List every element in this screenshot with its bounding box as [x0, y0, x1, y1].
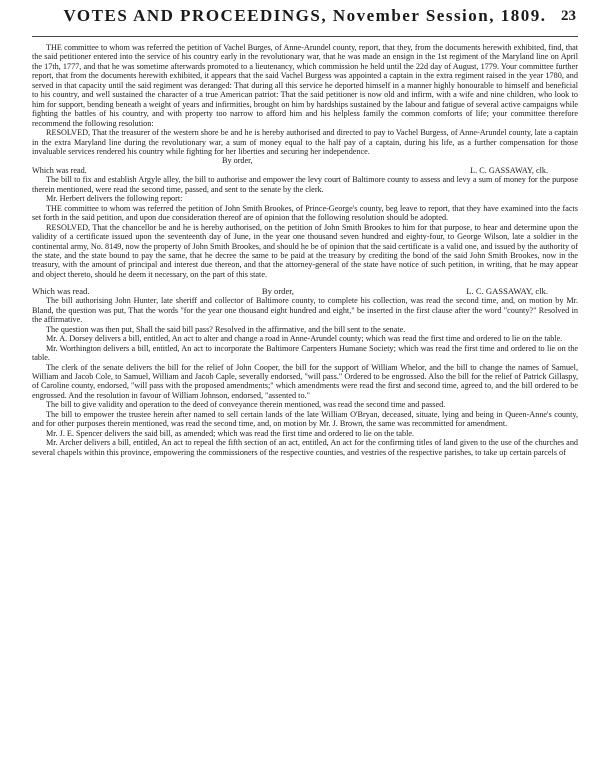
clerk-signature: L. C. GASSAWAY, clk.: [470, 165, 548, 175]
by-order-label: By order,: [222, 156, 253, 166]
spacer: [32, 279, 578, 286]
page-number: 23: [561, 8, 576, 24]
body-text-3: [32, 296, 578, 457]
spencer-amended-bill: Mr. J. E. Spencer delivers the said bill, as amended; which was read the first time and ordered to lie on the table.: [46, 428, 415, 438]
dorsey-road-bill: Mr. A. Dorsey delivers a bill, entitled, An act to alter and change a road in Anne-Arundel county; which was read the first time and ordered to lie on the table.: [46, 334, 563, 344]
body-text-2: [32, 175, 578, 279]
argyle-alley-bill: The bill to fix and establish Argyle alley, the bill to authorise and empower the levy court of Baltimore county to assess and levy a sum of money for the purpose therein mentioned, were read the second time, passed, and sent to the senate by the clerk.: [32, 175, 578, 194]
clerk-signature-2: L. C. GASSAWAY, clk.: [466, 286, 548, 297]
by-order-label-2: By order,: [261, 286, 294, 297]
deed-validity-bill: The bill to give validity and operation to the deed of conveyance therein mentioned, was read the second time and passed.: [46, 400, 446, 410]
which-was-read-2: Which was read.: [32, 286, 90, 297]
signature-block-1b: [32, 166, 578, 175]
hunter-bill-passed: The question was then put, Shall the said bill pass? Resolved in the affirmative, and the bill sent to the senate.: [46, 324, 406, 334]
obryan-lands-bill: The bill to empower the trustee herein after named to sell certain lands of the late William O'Bryan, deceased, situate, lying and being in Queen-Anne's county, and for other purposes therein mentioned, was read the second time, and, on motion by Mr. J. Brown, the same was recommitted for amendment.: [32, 409, 578, 429]
hunter-bill: The bill authorising John Hunter, late sheriff and collector of Baltimore county, to complete his collection, was read the second time, and, on motion by Mr. Bland, the question was put, That the words "for the year one thousand eight hundred and eight," be inserted in the first clause after the word "county?" Resolved in the affirmative.: [32, 296, 578, 325]
resolution-burges: RESOLVED, That the treasurer of the western shore be and he is hereby authorised and directed to pay to Vachel Burgess, of Anne-Arundel county, late a captain in the extra Maryland line during the revolutionary war, a sum of money equal to the half pay of a captain, during his life, as a further compensation for those invaluable services rendered his country while fighting for her liberties and securing her independence.: [32, 128, 578, 156]
senate-clerk-bills: The clerk of the senate delivers the bill for the relief of John Cooper, the bill for the support of William Whelor, and the bill to change the names of Samuel, William and Jacob Cole, to Samuel, William and Jacob Caple, severally endorsed, "will pass." Ordered to be engrossed. Also the bill for the relief of Patrick Gillaspy, of Caroline county, endorsed, "will pass with the proposed amendments;" which amendments were read the first and second time, agreed to, and the bill ordered to be engrossed. And the resolution in favour of William Johnson, endorsed, "assented to.": [32, 362, 578, 400]
committee-report-brookes: THE committee to whom was referred the petition of John Smith Brookes, of Prince-George's county, beg leave to report, that they have examined into the facts set forth in the said petition, and upon due consideration thereof are of opinion that the following resolution should be adopted.: [32, 203, 578, 223]
which-was-read: Which was read.: [32, 165, 87, 175]
signature-block-1: [32, 156, 578, 165]
running-title: VOTES AND PROCEEDINGS, November Session, 1809.: [63, 6, 547, 25]
page-header: [32, 6, 578, 37]
committee-report-burges: THE committee to whom was referred the petition of Vachel Burges, of Anne-Arundel county, report, that they, from the documents herewith exhibited, find, that the said petitioner entered into the service of his country early in the revolutionary war, that he was made an ensign in the 1st regiment of the Maryland line on April the 17th, 1777, and that he was sometime afterwards promoted to a lieutenancy, which commission he held until the 22d day of August, 1779. Your committee further report, that from the documents herewith exhibited, it appears that the said Vachel Burgess was appointed a captain in the extra regiment raised in the year 1780, and served in that capacity until the said regiment was deranged: That during all this service he deported himself in a manner highly honourable to himself and beneficial to his country, and well sustained the character of a true American patriot: That the said petitioner is now old and infirm, with a wife and nine children, who look to him for support, bending beneath a weight of years and infirmities, brought on him by hardships sustained by the labour and fatigue of several active campaigns while fighting the battles of his country, and with property too narrow to afford him and his helpless family the common comforts of life; your committee therefore recommend the following resolution:: [32, 43, 578, 128]
resolution-brookes: RESOLVED, That the chancellor be and he is hereby authorised, on the petition of John Smith Brookes to him for that purpose, to hear and determine upon the validity of a certificate issued upon the seventeenth day of June, in the year one thousand seven hundred and eighty-four, to George Wilson, late a soldier in the continental army, No. 8149, now the property of John Smith Brookes, and should he be of opinion that the said certificate is a valid one, and issued by the authority of the state, and the state bound to pay the same, that he decree the same to be paid at the treasury by crediting the bond of the said John Smith Brookes, now in the treasury, with the amount of principal and interest due thereon, and that the attorney-general of the state have notice of such petition, in writing, that he may appear and object thereto, should he deem it necessary, on the part of this state.: [32, 222, 578, 279]
signature-block-2: [32, 286, 578, 296]
body-text: [32, 43, 578, 156]
archer-repeal-bill: Mr. Archer delivers a bill, entitled, An act to repeal the fifth section of an act, entitled, An act for the confirming titles of land given to the use of the churches and several chapels within this province, empowering the commissioners of the respective counties, and vestries of the respective parishes, to take up certain parcels of: [32, 438, 578, 457]
herbert-report-intro: Mr. Herbert delivers the following report:: [46, 194, 183, 204]
worthington-carpenters-bill: Mr. Worthington delivers a bill, entitled, An act to incorporate the Baltimore Carpenters Humane Society; which was read the first time and ordered to lie on the table.: [32, 343, 578, 363]
